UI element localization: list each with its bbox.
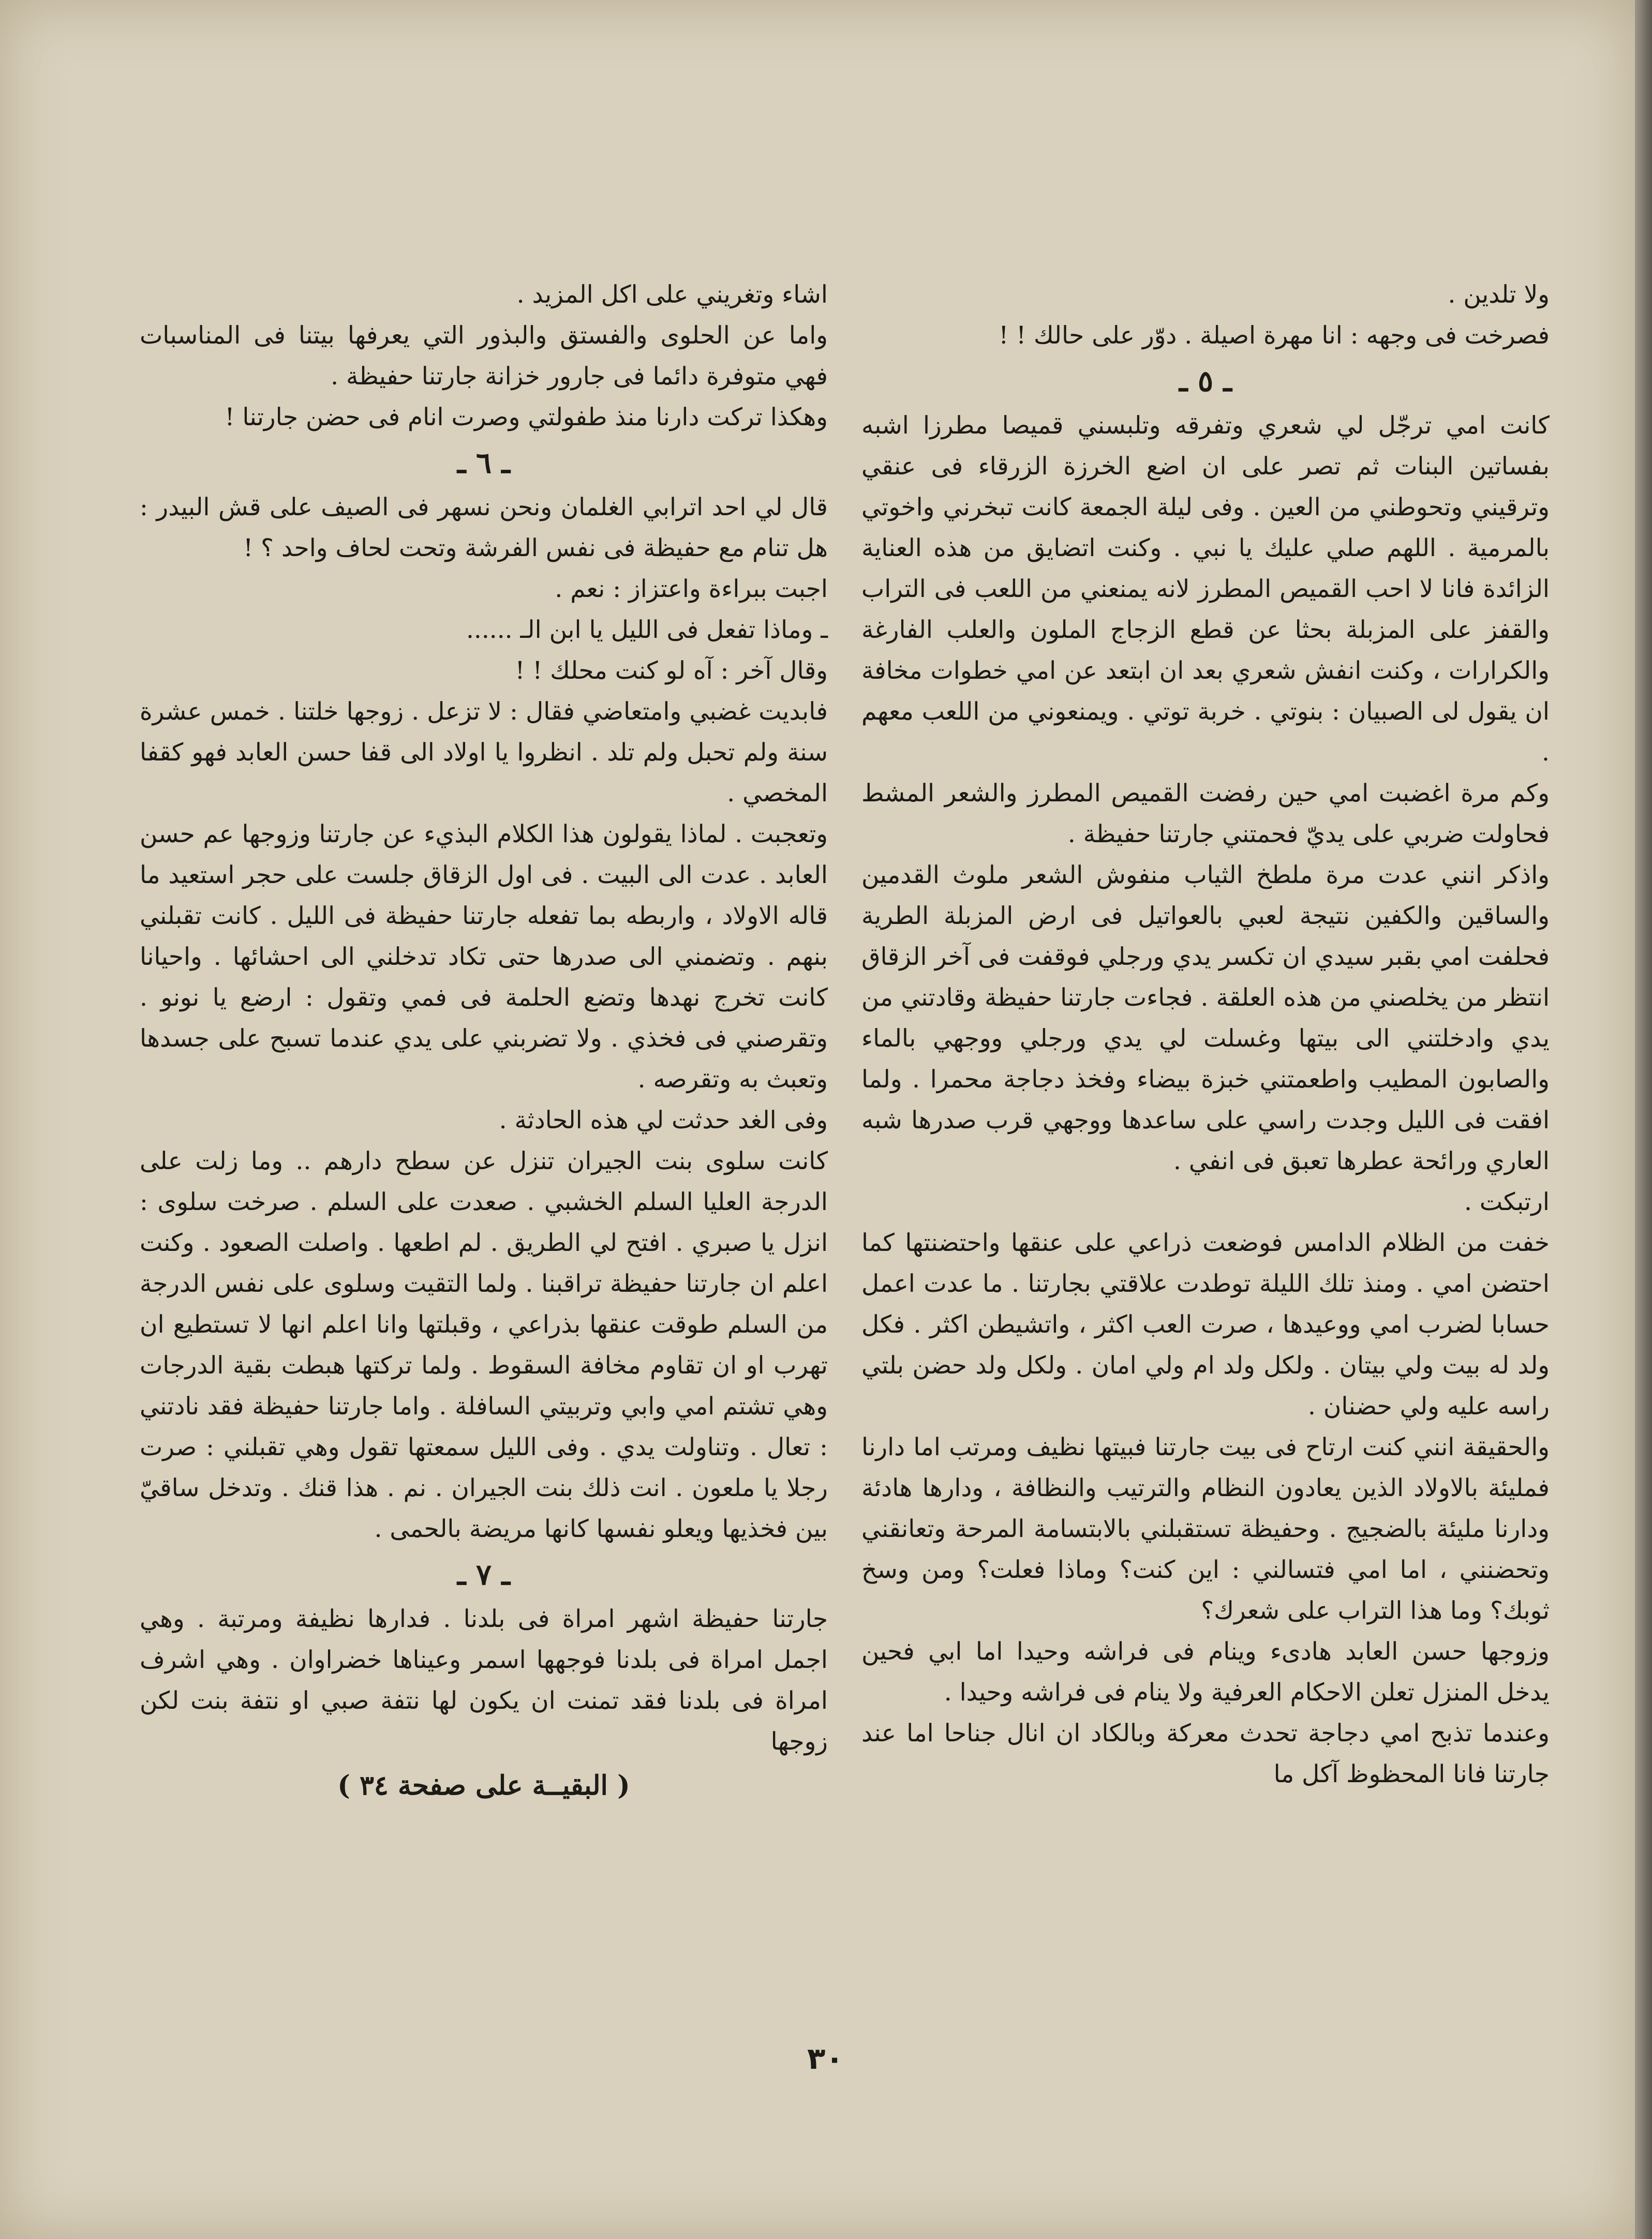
continued-note: ( البقيــة على صفحة ٣٤ ) [337,1770,630,1801]
paragraph: ولا تلدين . [1448,280,1550,309]
paragraph: وعندما تذبح امي دجاجة تحدث معركة وبالكاد ان انال جناحا اما عند جارتنا فانا المحظوظ آكل ما [861,1719,1550,1788]
right-column [861,274,1550,1795]
left-column [140,274,828,1806]
binding-edge [1635,0,1652,2239]
paragraph: وكم مرة اغضبت امي حين رفضت القميص المطرز والشعر المشط فحاولت ضربي على يديّ فحمتني جارتنا حفيظة . [861,779,1550,848]
section-number: ـ ٥ ـ [1179,364,1232,398]
paragraph: واما عن الحلوى والفستق والبذور التي يعرفها بيتنا فى المناسبات فهي متوفرة دائما فى جارور خزانة جارتنا حفيظة . [140,321,828,391]
paragraph: خفت من الظلام الدامس فوضعت ذراعي على عنقها واحتضنتها كما احتضن امي . ومنذ تلك الليلة توطدت علاقتي بجارتنا . ما عدت اعمل حسابا لضرب امي ووعيدها ، صرت العب اكثر ، واتشيطن اكثر . فكل ولد له بيت ولي بيتان . ولكل ولد ام ولي امان . ولكل ولد حضن بلتي راسه عليه ولي حضنان . [861,1229,1550,1421]
paragraph: ارتبكت . [1464,1188,1550,1216]
paragraph: وفى الغد حدثت لي هذه الحادثة . [499,1106,828,1135]
paragraph: ـ وماذا تفعل فى الليل يا ابن الـ ...... [466,616,828,644]
paragraph: واذكر انني عدت مرة ملطخ الثياب منفوش الشعر ملوث القدمين والساقين والكفين نتيجة لعبي بالعواتيل فى ارض المزبلة الطرية فحلفت امي بقبر سيدي ان تكسر يدي ورجلي فوقفت فى آخر الزقاق انتظر من يخلصني من هذه العلقة . فجاءت جارتنا حفيظة وقادتني من يدي وادخلتني الى بيتها وغسلت لي يدي ورجلي ووجهي بالماء والصابون المطيب واطعمتني خبزة بيضاء وفخذ دجاجة محمرا . ولما افقت فى الليل وجدت راسي على ساعدها ووجهي قرب صدرها شبه العاري ورائحة عطرها تعبق فى انفي . [861,861,1550,1175]
page-number: ٣٠ [807,2041,844,2076]
paragraph: وزوجها حسن العابد هادىء وينام فى فراشه وحيدا اما ابي فحين يدخل المنزل تعلن الاحكام العرفية ولا ينام فى فراشه وحيدا . [861,1637,1550,1707]
paragraph: كانت امي ترجّل لي شعري وتفرقه وتلبسني قميصا مطرزا اشبه بفساتين البنات ثم تصر على ان اضع الخرزة الزرقاء فى عنقي وترقيني وتحوطني من العين . وفى ليلة الجمعة كانت تبخرني واخوتي بالمرمية . اللهم صلي عليك يا نبي . وكنت اتضايق من هذه العناية الزائدة فانا لا احب القميص المطرز لانه يمنعني من اللعب فى التراب والقفز على المزبلة بحثا عن قطع الزجاج الملون والعلب الفارغة والكرارات ، وكنت انفش شعري بعد ان ابتعد عن امي خطوات مخافة ان يقول لى الصبيان : بنوتي . خربة توتي . ويمنعوني من اللعب معهم . [861,411,1550,767]
paragraph: كانت سلوى بنت الجيران تنزل عن سطح دارهم .. وما زلت على الدرجة العليا السلم الخشبي . صعدت على السلم . صرخت سلوى : انزل يا صبري . افتح لي الطريق . لم اطعها . واصلت الصعود . وكنت اعلم ان جارتنا حفيظة تراقبنا . ولما التقيت وسلوى على نفس الدرجة من السلم طوقت عنقها بذراعي ، وقبلتها وانا اعلم انها لا تستطيع ان تهرب او ان تقاوم مخافة السقوط . ولما تركتها هبطت بقية الدرجات وهي تشتم امي وابي وتربيتي السافلة . واما جارتنا حفيظة فقد نادتني : تعال . وتناولت يدي . وفى الليل سمعتها تقول وهي تقبلني : صرت رجلا يا ملعون . انت ذلك بنت الجيران . نم . هذا قنك . وتدخل ساقيّ بين فخذيها ويعلو نفسها كانها مريضة بالحمى . [140,1147,828,1543]
paragraph: اشاء وتغريني على اكل المزيد . [516,280,828,309]
paragraph: وقال آخر : آه لو كنت محلك ! ! [515,656,828,685]
paragraph: وهكذا تركت دارنا منذ طفولتي وصرت انام فى حضن جارتنا ! [225,403,828,431]
section-number: ـ ٦ ـ [457,446,510,480]
paragraph: والحقيقة انني كنت ارتاح فى بيت جارتنا فبيتها نظيف ومرتب اما دارنا فمليئة بالاولاد الذين يعادون النظام والترتيب والنظافة ، ودارها هادئة ودارنا مليئة بالضجيج . وحفيظة تستقبلني بالابتسامة المرحة وتعانقني وتحضنني ، اما امي فتسالني : اين كنت؟ وماذا فعلت؟ ومن وسخ ثوبك؟ وما هذا التراب على شعرك؟ [861,1433,1550,1625]
section-number: ـ ٧ ـ [457,1558,510,1592]
paragraph: فصرخت فى وجهه : انا مهرة اصيلة . دوّر على حالك ! ! [999,321,1550,350]
paragraph: فابديت غضبي وامتعاضي فقال : لا تزعل . زوجها خلتنا . خمس عشرة سنة ولم تحبل ولم تلد . انظروا يا اولاد الى قفا حسن العابد فهو كقفا المخصي . [140,697,828,808]
paragraph: جارتنا حفيظة اشهر امراة فى بلدنا . فدارها نظيفة ومرتبة . وهي اجمل امراة فى بلدنا فوجهها اسمر وعيناها خضراوان . وهي اشرف امراة فى بلدنا فقد تمنت ان يكون لها نتفة صبي او نتفة بنت لكن زوجها [140,1605,828,1756]
paragraph: اجبت ببراءة واعتزاز : نعم . [555,575,828,603]
paragraph: وتعجبت . لماذا يقولون هذا الكلام البذيء عن جارتنا وزوجها عم حسن العابد . عدت الى البيت . فى اول الزقاق جلست على حجر استعيد ما قاله الاولاد ، واربطه بما تفعله جارتنا حفيظة فى الليل . كانت تقبلني بنهم . وتضمني الى صدرها حتى تكاد تدخلني الى احشائها . واحيانا كانت تخرج نهدها وتضع الحلمة فى فمي وتقول : ارضع يا نونو . وتقرصني فى فخذي . ولا تضربني على يدي عندما تسبح على جسدها وتعبث به وتقرصه . [140,820,828,1094]
paragraph: قال لي احد اترابي الغلمان ونحن نسهر فى الصيف على قش البيدر : هل تنام مع حفيظة فى نفس الفرشة وتحت لحاف واحد ؟ ! [140,493,828,562]
